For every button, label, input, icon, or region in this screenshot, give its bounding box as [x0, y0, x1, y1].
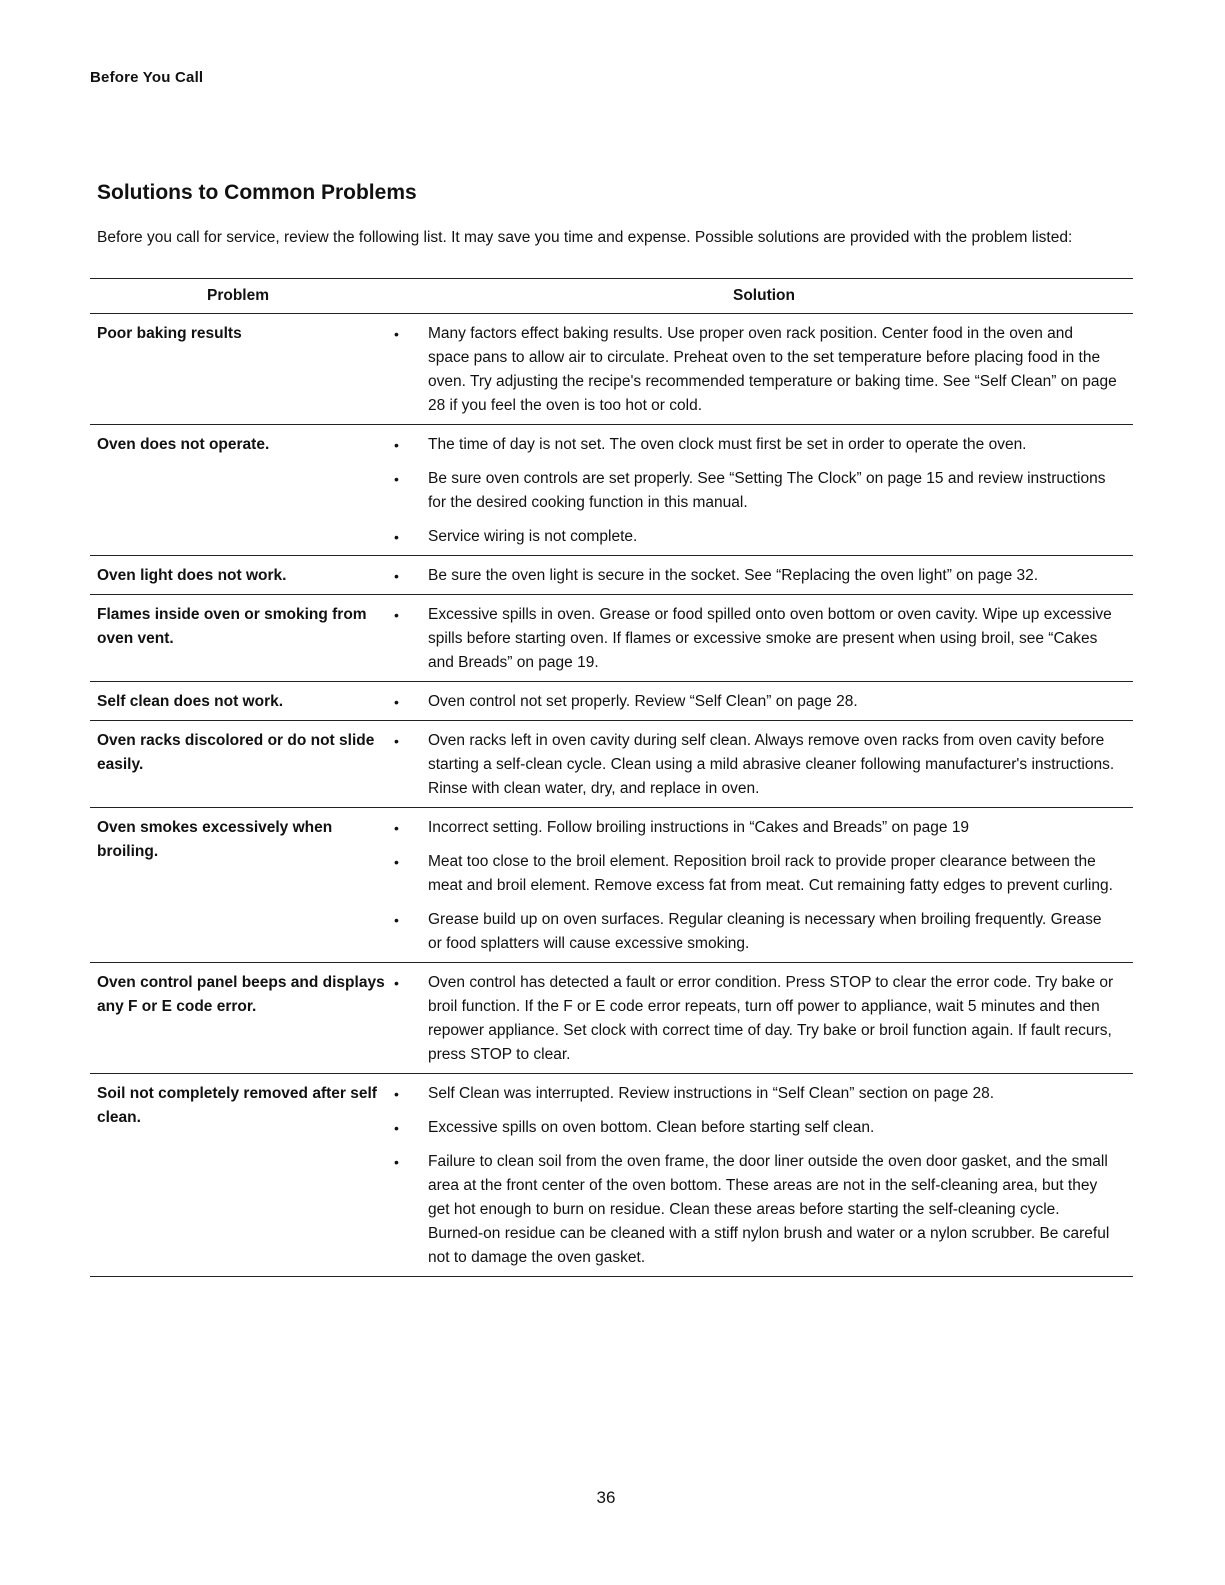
- solution-cell: [386, 729, 1133, 801]
- solution-text: Service wiring is not complete.: [428, 528, 638, 545]
- solution-text: Incorrect setting. Follow broiling instructions in “Cakes and Breads” on page 19: [428, 819, 970, 836]
- problem-cell: Oven control panel beeps and displays any F or E code error.: [97, 974, 385, 1015]
- bullet-icon: •: [394, 1120, 399, 1136]
- solution-text: Excessive spills on oven bottom. Clean before starting self clean.: [428, 1119, 875, 1136]
- column-header-solution: Solution: [733, 287, 795, 304]
- bullet-icon: •: [394, 326, 399, 342]
- solution-item: [386, 908, 1133, 956]
- solution-item: [386, 564, 1133, 588]
- solution-item: [386, 1150, 1133, 1270]
- column-header-problem: Problem: [206, 287, 269, 304]
- solution-cell: [386, 564, 1133, 588]
- table-row: [90, 425, 1133, 556]
- problem-cell: Soil not completely removed after self clean.: [97, 1085, 377, 1126]
- solution-text: Many factors effect baking results. Use proper oven rack position. Center food in the oven and space pans to allow air to circulate. Preheat oven to the set temperature before placing food in the oven. Try adjusting the recipe's recommended temperature or baking time. See “Self Clean” on page 28 if you feel the oven is too hot or cold.: [428, 325, 1117, 414]
- table-row: [90, 556, 1133, 595]
- solution-item: [386, 850, 1133, 898]
- solution-text: Be sure oven controls are set properly. See “Setting The Clock” on page 15 and review instructions for the desired cooking function in this manual.: [428, 470, 1106, 511]
- solution-text: Be sure the oven light is secure in the socket. See “Replacing the oven light” on page 32.: [428, 567, 1039, 584]
- bullet-icon: •: [394, 975, 399, 991]
- page-number: 36: [596, 1488, 616, 1507]
- solution-item: [386, 467, 1133, 515]
- solution-item: [386, 690, 1133, 714]
- table-header: [90, 279, 1133, 314]
- solution-item: [386, 1116, 1133, 1140]
- bullet-icon: •: [394, 471, 399, 487]
- solution-cell: [386, 433, 1133, 549]
- solution-cell: [386, 816, 1133, 956]
- bullet-icon: •: [394, 733, 399, 749]
- problem-cell: Oven does not operate.: [97, 436, 270, 453]
- solution-cell: [386, 690, 1133, 714]
- problem-cell: Oven light does not work.: [97, 567, 287, 584]
- solution-item: [386, 322, 1133, 418]
- problem-cell: Oven smokes excessively when broiling.: [97, 819, 333, 860]
- solution-item: [386, 971, 1133, 1067]
- solution-text: Oven control not set properly. Review “Self Clean” on page 28.: [428, 693, 858, 710]
- bullet-icon: •: [394, 1154, 399, 1170]
- bullet-icon: •: [394, 912, 399, 928]
- solution-cell: [386, 603, 1133, 675]
- solution-text: Excessive spills in oven. Grease or food spilled onto oven bottom or oven cavity. Wipe up excessive spills before starting oven. If flames or excessive smoke are present when using broil, see “Cakes and Breads” on page 19.: [428, 606, 1112, 671]
- solution-cell: [386, 971, 1133, 1067]
- solution-text: The time of day is not set. The oven clock must first be set in order to operate the oven.: [428, 436, 1027, 453]
- solution-item: [386, 816, 1133, 840]
- bullet-icon: •: [394, 694, 399, 710]
- problem-cell: Self clean does not work.: [97, 693, 284, 710]
- solution-cell: [386, 322, 1133, 418]
- table-row: [90, 314, 1133, 425]
- section-header: Before You Call: [90, 69, 204, 86]
- table-body: [90, 314, 1133, 1277]
- solution-cell: [386, 1082, 1133, 1270]
- solution-item: [386, 603, 1133, 675]
- solution-text: Failure to clean soil from the oven frame, the door liner outside the oven door gasket, and the small area at the front center of the oven bottom. These areas are not in the self-cleaning area, but they get hot enough to burn on residue. Clean these areas before starting the self-cleaning cycle. Burned-on residue can be cleaned with a stiff nylon brush and water or a nylon scrubber. Be careful not to damage the oven gasket.: [428, 1153, 1110, 1266]
- problems-table: [90, 278, 1133, 1277]
- bullet-icon: •: [394, 568, 399, 584]
- bullet-icon: •: [394, 607, 399, 623]
- table-row: [90, 682, 1133, 721]
- problem-cell: Flames inside oven or smoking from oven vent.: [97, 606, 367, 647]
- solution-text: Meat too close to the broil element. Reposition broil rack to provide proper clearance between the meat and broil element. Remove excess fat from meat. Cut remaining fatty edges to prevent curling.: [428, 853, 1113, 894]
- problem-cell: Poor baking results: [97, 325, 242, 342]
- table-row: [90, 721, 1133, 808]
- intro-paragraph: Before you call for service, review the following list. It may save you time and expense. Possible solutions are provided with the problem listed:: [97, 229, 1073, 246]
- table-row: [90, 808, 1133, 963]
- solution-text: Oven control has detected a fault or error condition. Press STOP to clear the error code. Try bake or broil function. If the F or E code error repeats, turn off power to appliance, wait 5 minutes and then repower appliance. Set clock with correct time of day. Try bake or broil function again. If fault recurs, press STOP to clear.: [428, 974, 1114, 1063]
- bullet-icon: •: [394, 820, 399, 836]
- problem-cell: Oven racks discolored or do not slide easily.: [97, 732, 375, 773]
- bullet-icon: •: [394, 437, 399, 453]
- table-row: [90, 963, 1133, 1074]
- solution-text: Grease build up on oven surfaces. Regular cleaning is necessary when broiling frequently. Grease or food splatters will cause excessive smoking.: [428, 911, 1102, 952]
- solution-item: [386, 433, 1133, 457]
- solution-item: [386, 729, 1133, 801]
- solution-item: [386, 1082, 1133, 1106]
- bullet-icon: •: [394, 854, 399, 870]
- bullet-icon: •: [394, 529, 399, 545]
- table-row: [90, 1074, 1133, 1277]
- solution-item: [386, 525, 1133, 549]
- table-row: [90, 595, 1133, 682]
- page-title: Solutions to Common Problems: [97, 181, 417, 204]
- solution-text: Oven racks left in oven cavity during self clean. Always remove oven racks from oven cavity before starting a self-clean cycle. Clean using a mild abrasive cleaner following manufacturer's instructions. Rinse with clean water, dry, and replace in oven.: [428, 732, 1115, 797]
- solution-text: Self Clean was interrupted. Review instructions in “Self Clean” section on page 28.: [428, 1085, 995, 1102]
- bullet-icon: •: [394, 1086, 399, 1102]
